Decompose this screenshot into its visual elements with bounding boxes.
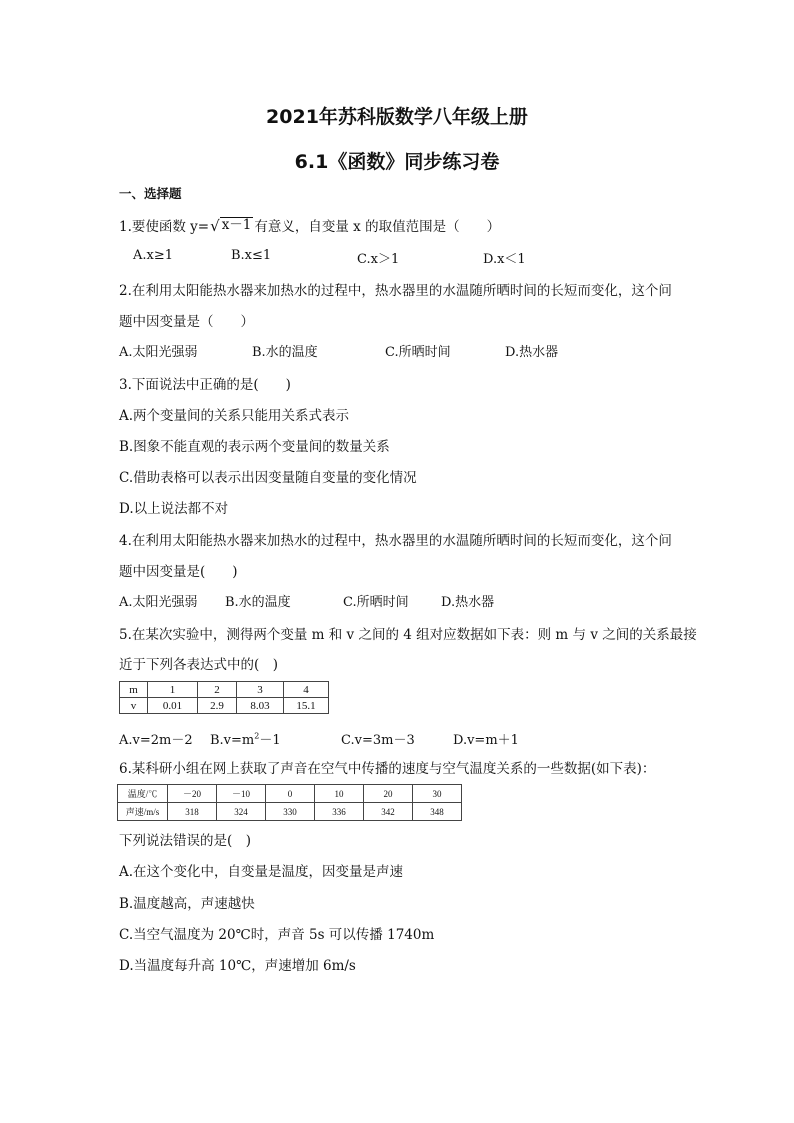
table-cell: 8.03 [237, 698, 284, 714]
question-5-line-2: 近于下列各表达式中的( ) [119, 657, 279, 673]
table-cell: 0.01 [148, 698, 198, 714]
question-2-line-1: 2.在利用太阳能热水器来加热水的过程中，热水器里的水温随所晒时间的长短而变化，这个问 [119, 283, 672, 299]
table-cell: 330 [266, 803, 315, 821]
table-cell: －20 [168, 785, 217, 803]
table-cell: 1 [148, 682, 198, 698]
table-cell: v [120, 698, 148, 714]
radical-sign-icon: √ [210, 217, 220, 235]
question-1-suffix: 有意义，自变量 x 的取值范围是（ ） [254, 219, 501, 235]
table-cell: 318 [168, 803, 217, 821]
q5-option-b-base: B.v=m [210, 733, 255, 748]
table-cell: 2.9 [198, 698, 237, 714]
question-2-line-2: 题中因变量是（ ） [119, 314, 254, 330]
table-cell: 342 [364, 803, 413, 821]
q3-option-c: C.借助表格可以表示出因变量随自变量的变化情况 [119, 470, 417, 486]
section-heading: 一、选择题 [119, 186, 182, 201]
table-cell: 30 [413, 785, 462, 803]
table-cell: 3 [237, 682, 284, 698]
table-cell: m [120, 682, 148, 698]
question-1-prefix: 1.要使函数 y= [119, 219, 210, 235]
q6-option-d: D.当温度每升高 10℃，声速增加 6m/s [119, 958, 356, 974]
question-6-sub-stem: 下列说法错误的是( ) [119, 833, 252, 849]
table-cell: 348 [413, 803, 462, 821]
q5-option-a: A.v=2m－2 [119, 733, 193, 748]
title-line-1: 2021年苏科版数学八年级上册 [266, 106, 528, 128]
table-cell: 4 [284, 682, 329, 698]
q3-option-d: D.以上说法都不对 [119, 501, 229, 517]
question-6-stem: 6.某科研小组在网上获取了声音在空气中传播的速度与空气温度关系的一些数据(如下表)： [119, 761, 656, 777]
table-row [120, 698, 329, 714]
q2-option-a: A.太阳光强弱 [119, 345, 198, 360]
question-5-line-1: 5.在某次实验中，测得两个变量 m 和 v 之间的 4 组对应数据如下表：则 m 与 v 之间的关系最接 [119, 627, 697, 643]
table-cell: 336 [315, 803, 364, 821]
table-cell: 温度/℃ [118, 785, 168, 803]
table-cell: 0 [266, 785, 315, 803]
table-row [120, 682, 329, 698]
q1-option-a: A.x≥1 [133, 248, 174, 263]
q5-option-b [210, 729, 281, 748]
question-3-stem: 3.下面说法中正确的是( ) [119, 377, 291, 393]
q6-data-table [117, 784, 462, 821]
question-1-stem [119, 215, 500, 235]
q4-option-a: A.太阳光强弱 [119, 595, 198, 610]
sqrt-symbol [210, 217, 253, 234]
table-row [118, 803, 462, 821]
q5-option-b-tail: －1 [259, 733, 281, 748]
q5-option-c: C.v=3m－3 [341, 733, 415, 748]
q1-option-b: B.x≤1 [231, 248, 272, 263]
table-cell: 10 [315, 785, 364, 803]
q6-option-b: B.温度越高，声速越快 [119, 896, 255, 912]
q5-data-table [119, 681, 329, 714]
radicand: x－1 [221, 217, 252, 234]
q2-option-c: C.所晒时间 [385, 345, 451, 360]
question-4-line-2: 题中因变量是( ) [119, 564, 238, 580]
question-4-line-1: 4.在利用太阳能热水器来加热水的过程中，热水器里的水温随所晒时间的长短而变化，这个问 [119, 533, 672, 549]
table-cell: 15.1 [284, 698, 329, 714]
title-line-2: 6.1《函数》同步练习卷 [294, 151, 500, 173]
q4-option-d: D.热水器 [441, 595, 495, 610]
table-cell: 声速/m/s [118, 803, 168, 821]
q1-option-c: C.x＞1 [357, 252, 400, 267]
q5-option-d: D.v=m＋1 [453, 733, 519, 748]
q6-option-c: C.当空气温度为 20℃时，声音 5s 可以传播 1740m [119, 927, 435, 943]
q4-option-b: B.水的温度 [225, 595, 291, 610]
q5-option-b-exponent: 2 [254, 731, 260, 741]
table-cell: 324 [217, 803, 266, 821]
q2-option-d: D.热水器 [505, 345, 559, 360]
table-cell: 2 [198, 682, 237, 698]
table-cell: 20 [364, 785, 413, 803]
q4-option-c: C.所晒时间 [343, 595, 409, 610]
table-cell: －10 [217, 785, 266, 803]
q1-option-d: D.x＜1 [483, 252, 526, 267]
q3-option-a: A.两个变量间的关系只能用关系式表示 [119, 408, 350, 424]
q2-option-b: B.水的温度 [252, 345, 318, 360]
q6-option-a: A.在这个变化中，自变量是温度，因变量是声速 [119, 864, 404, 880]
q3-option-b: B.图象不能直观的表示两个变量间的数量关系 [119, 439, 390, 455]
table-row [118, 785, 462, 803]
